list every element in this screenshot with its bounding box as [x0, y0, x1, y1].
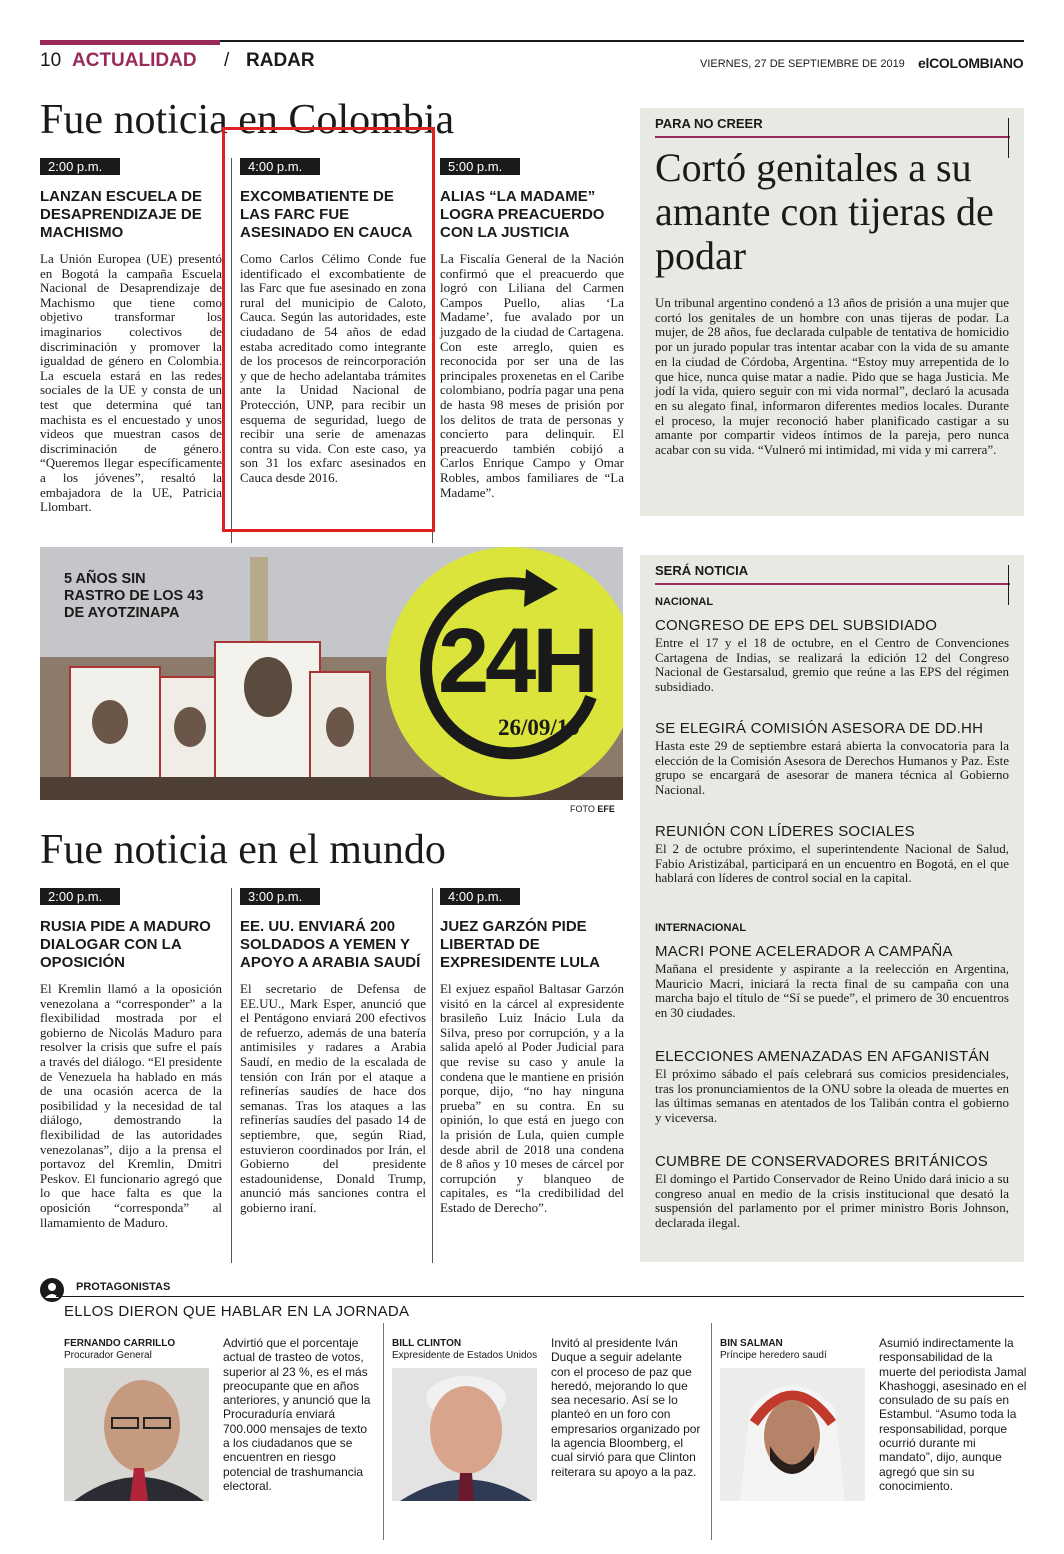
sera-noticia-label: SERÁ NOTICIA — [655, 563, 749, 578]
item-head: CUMBRE DE CONSERVADORES BRITÁNICOS — [655, 1153, 988, 1170]
item-head: REUNIÓN CON LÍDERES SOCIALES — [655, 823, 915, 840]
ayotzinapa-photo — [40, 547, 623, 800]
sera-noticia-item — [655, 720, 1009, 797]
protagonist-name: FERNANDO CARRILLO — [64, 1338, 176, 1349]
protagonist-name: BIN SALMAN — [720, 1338, 783, 1349]
news-body: El exjuez español Baltasar Garzón visitó en la cárcel al expresidente brasileño Luiz Inácio Lula da Silva, preso por corrupción, y a la salida apeló al Poder Judicial para que revise su caso y anule la condena que le mantiene en prisión porque, dijo, “no hay ninguna prueba” en su contra. En su opinión, lo que está en juego con la prisión de Lula, quien cumple desde abril de 2018 una condena de 8 años y 10 meses de cárcel por corrupción y blanqueo de capitales, es “la credibilidad del Estado de Derecho”. — [440, 981, 624, 1215]
mundo-news-3 — [440, 888, 624, 1216]
section-name: ACTUALIDAD — [72, 50, 197, 71]
internacional-label: INTERNACIONAL — [655, 922, 747, 934]
column-divider — [432, 888, 433, 1263]
masthead-el: el — [918, 55, 930, 71]
sera-noticia-item — [655, 617, 1009, 694]
protagonist-photo — [392, 1368, 537, 1501]
news-headline: JUEZ GARZÓN PIDE LIBERTAD DE EXPRESIDENTE LULA — [440, 918, 601, 971]
protagonist-quote: Invitó al presidente Iván Duque a seguir adelante con el proceso de paz que heredó, mejorando lo que sea necesario. Así se lo planteó en un foro con empresarios organizado por la agencia Bloomberg, el cual sirvió para que Clinton reiterara su apoyo a la paz. — [551, 1336, 701, 1479]
box-accent-line — [655, 136, 1010, 138]
sera-noticia-item — [655, 1153, 1009, 1230]
protagonist-quote: Asumió indirectamente la responsabilidad de la muerte del periodista Jamal Khashoggi, asesinado en el consulado de su país en Estambul. “Asumo toda la responsabilidad, porque ocurrió durante mi mandato”, dijo, aunque agregó que sin su conocimiento. — [879, 1336, 1027, 1493]
item-body: Entre el 17 y el 18 de octubre, en el Centro de Convenciones Cartagena de Indias, se realizará la edición 12 del Congreso Nacional de Gestarsalud, gremio que reúne a las EPS del régimen subsidiado. — [655, 635, 1009, 694]
section-separator: / — [224, 50, 230, 71]
item-head: ELECCIONES AMENAZADAS EN AFGANISTÁN — [655, 1048, 990, 1065]
colombia-news-3 — [440, 158, 624, 500]
para-no-creer-box — [640, 108, 1024, 516]
item-body: El domingo el Partido Conservador de Reino Unido dará inicio a su congreso anual en medio de la crisis institucional que desató la suspensión del parlamento por el primer ministro Boris Johnson, declarada ilegal. — [655, 1171, 1009, 1230]
para-no-creer-title: Cortó genitales a su amante con tijeras de podar — [655, 145, 994, 278]
protagonistas-subtitle: ELLOS DIERON QUE HABLAR EN LA JORNADA — [64, 1303, 410, 1320]
column-divider — [383, 1323, 384, 1540]
highlight-box — [222, 127, 435, 532]
news-headline: LANZAN ESCUELA DE DESAPRENDIZAJE DE MACHISMO — [40, 188, 202, 241]
issue-date: VIERNES, 27 DE SEPTIEMBRE DE 2019 — [700, 58, 905, 70]
photo-credit-source: EFE — [597, 804, 615, 814]
protagonist-role: Procurador General — [64, 1350, 152, 1361]
subsection-name: RADAR — [246, 50, 315, 71]
masthead-name: COLOMBIANO — [929, 55, 1024, 71]
news-headline: EE. UU. ENVIARÁ 200 SOLDADOS A YEMEN Y APOYO A ARABIA SAUDÍ — [240, 918, 421, 971]
news-body: El secretario de Defensa de EE.UU., Mark Esper, anunció que el Pentágono enviará 200 efectivos de refuerzo, además de una batería antimisiles y radares a Arabia Saudí, en medio de la escalada de tensión con Irán por el ataque a refinerías saudíes de hace dos semanas. Tras los ataques a las refinerías saudíes del pasado 14 de septiembre, que, según Riad, estuvieron coordinados por Irán, el Gobierno del presidente estadounidense, Donald Trump, anunció más sanciones contra el gobierno iraní. — [240, 981, 426, 1215]
24h-date: 26/09/19 — [498, 715, 580, 740]
sera-noticia-item — [655, 1048, 1009, 1125]
person-glyph-icon — [40, 1278, 64, 1302]
protagonist-name: BILL CLINTON — [392, 1338, 462, 1349]
news-headline: RUSIA PIDE A MADURO DIALOGAR CON LA OPOSICIÓN — [40, 918, 211, 971]
item-head: SE ELEGIRÁ COMISIÓN ASESORA DE DD.HH — [655, 720, 984, 737]
portrait-illustration — [392, 1368, 537, 1501]
header-accent-bar — [40, 40, 220, 45]
page-number: 10 — [40, 50, 62, 71]
caption-line: 5 AÑOS SIN — [64, 571, 146, 587]
sera-noticia-item — [655, 943, 1009, 1020]
item-body: El próximo sábado el país celebrará sus comicios presidenciales, tras los pronunciamientos de la ONU sobre la oleada de muertes en las últimas semanas en atentados de los Talibán contra el gobierno y viceversa. — [655, 1066, 1009, 1125]
photo-credit — [570, 804, 615, 814]
sera-noticia-item — [655, 823, 1009, 886]
mundo-news-1 — [40, 888, 222, 1230]
24h-text: 24H — [438, 610, 595, 712]
news-body: La Fiscalía General de la Nación confirmó que el preacuerdo que logró con Liliana del Carmen Campos Puello, alias ‘La Madame’, fue avalado por un juzgado de la ciudad de Cartagena. Con este arreglo, quien es reconocida por ser una de las principales proxenetas en el Caribe colombiano, podría pagar una pena de hasta 98 meses de prisión por los delitos de trata de personas y concierto para delinquir. El preacuerdo también cobijó a Carlos Enrique Campo y Omar Robles, ambos familiares de “La Madame”. — [440, 251, 624, 500]
24h-logo — [386, 547, 623, 797]
news-time: 2:00 p.m. — [40, 888, 120, 905]
sera-noticia-box — [640, 555, 1024, 1262]
news-body: Como Carlos Célimo Conde fue identificado el excombatiente de las Farc que fue asesinado en zona rural del municipio de Caloto, Cauca. Según las autoridades, este ciudadano de 54 años de edad estaba acreditado como integrante de los procesos de reincorporación y que de hecho adelantaba trámites ante la Unidad Nacional de Protección, UNP, para recibir un esquema de seguridad, luego de recibir una serie de amenazas contra su vida. Con este caso, ya son 31 los exfarc asesinados en Cauca desde 2016. — [240, 251, 426, 485]
news-time: 5:00 p.m. — [440, 158, 520, 175]
protagonistas-rule — [56, 1296, 1024, 1297]
colombia-title: Fue noticia en Colombia — [40, 97, 455, 143]
protagonist-photo — [720, 1368, 865, 1501]
item-head: MACRI PONE ACELERADOR A CAMPAÑA — [655, 943, 953, 960]
person-icon — [40, 1278, 64, 1302]
mundo-news-2 — [240, 888, 426, 1216]
news-time: 2:00 p.m. — [40, 158, 120, 175]
nacional-label: NACIONAL — [655, 596, 714, 608]
caption-line: DE AYOTZINAPA — [64, 605, 180, 621]
banner-caption — [64, 571, 203, 622]
protagonistas-label: PROTAGONISTAS — [76, 1281, 171, 1293]
portrait-illustration — [720, 1368, 865, 1501]
portrait-illustration — [64, 1368, 209, 1501]
column-divider — [231, 888, 232, 1263]
news-time: 3:00 p.m. — [240, 888, 320, 905]
item-body: Mañana el presidente y aspirante a la reelección en Argentina, Mauricio Macri, iniciará la recta final de su campaña con una marcha bajo el título de “Sí se puede”, el primero de 30 encuentros en 30 ciudades. — [655, 961, 1009, 1020]
protagonist-quote: Advirtió que el porcentaje actual de trasteo de votos, superior al 23 %, es el más preocupante que en años anteriores, y anunció que la Procuraduría enviará 700.000 mensajes de texto a los ciudadanos que se encuentren en riesgo potencial de trashumancia electoral. — [223, 1336, 371, 1493]
news-headline: ALIAS “LA MADAME” LOGRA PREACUERDO CON LA JUSTICIA — [440, 188, 605, 241]
protagonist-role: Príncipe heredero saudí — [720, 1350, 827, 1361]
news-time: 4:00 p.m. — [240, 158, 320, 175]
masthead — [918, 55, 1023, 71]
news-body: El Kremlin llamó a la oposición venezolana a “corresponder” a la flexibilidad mostrada por el gobierno de Nicolás Maduro para resolver la crisis que sufre el país a través del diálogo. “El presidente de Venezuela ha hablado en más de una ocasión acerca de la posibilidad y la necesidad de tal diálogo, demostrando la flexibilidad de las autoridades venezolanas”, dijo a la prensa el portavoz del Kremlin, Dmitri Peskov. El funcionario agregó que lo que hace falta es que la oposición “corresponda” al llamamiento de Maduro. — [40, 981, 222, 1230]
box-corner-line — [1008, 565, 1009, 605]
caption-line: RASTRO DE LOS 43 — [64, 588, 204, 604]
item-head: CONGRESO DE EPS DEL SUBSIDIADO — [655, 617, 938, 634]
news-time: 4:00 p.m. — [440, 888, 520, 905]
para-no-creer-body: Un tribunal argentino condenó a 13 años de prisión a una mujer que cortó los genitales de un hombre con unas tijeras de podar. La mujer, de 28 años, fue declarada culpable de tentativa de homicidio por un jurado popular tras intentar acabar con la vida de su amante en la ciudad de Córdoba, Argentina. “Estoy muy arrepentida de lo que hice, nunca quise matar a nadie. Pido que se haga Justicia. Me jodí la vida, quiero seguir con mi vida normal”, declaró la acusada en su alegato final, informaron diferentes medios locales. Durante el proceso, la mujer reconoció haber planificado castigar a su amante por compartir videos íntimos de la pareja, pero nunca acabar con su vida. “Vulneró mi intimidad, mi vida y mi carrera”. — [655, 295, 1009, 458]
item-body: El 2 de octubre próximo, el superintendente Nacional de Salud, Fabio Aristizábal, participará en un encuentro en Bogotá, en el que hablará con líderes de control social en la capital. — [655, 841, 1009, 886]
para-no-creer-label: PARA NO CREER — [655, 116, 763, 131]
protagonist-role: Expresidente de Estados Unidos — [392, 1350, 538, 1361]
news-headline: EXCOMBATIENTE DE LAS FARC FUE ASESINADO EN CAUCA — [240, 188, 413, 241]
box-accent-line — [655, 583, 1010, 585]
column-divider — [711, 1323, 712, 1540]
mundo-title: Fue noticia en el mundo — [40, 827, 446, 873]
protagonist-photo — [64, 1368, 209, 1501]
item-body: Hasta este 29 de septiembre estará abierta la convocatoria para la elección de la Comisión Asesora de Derechos Humanos y Paz. Este grupo se encargará de asesorar de manera técnica al Gobierno Nacional. — [655, 738, 1009, 797]
photo-credit-label: FOTO — [570, 804, 595, 814]
colombia-news-1 — [40, 158, 222, 515]
news-body: La Unión Europea (UE) presentó en Bogotá la campaña Escuela Nacional de Desaprendizaje de Machismo que tiene como objetivo transformar los imaginarios colectivos de discriminación y promover la igualdad de género en Colombia. La escuela estará en las redes sociales de la UE y consta de un test que determina qué tan machista es el encuestado y unos videos que muestran casos de discriminación de género. “Queremos llegar específicamente a los jóvenes”, resaltó la embajadora de la UE, Patricia Llombart. — [40, 251, 222, 515]
